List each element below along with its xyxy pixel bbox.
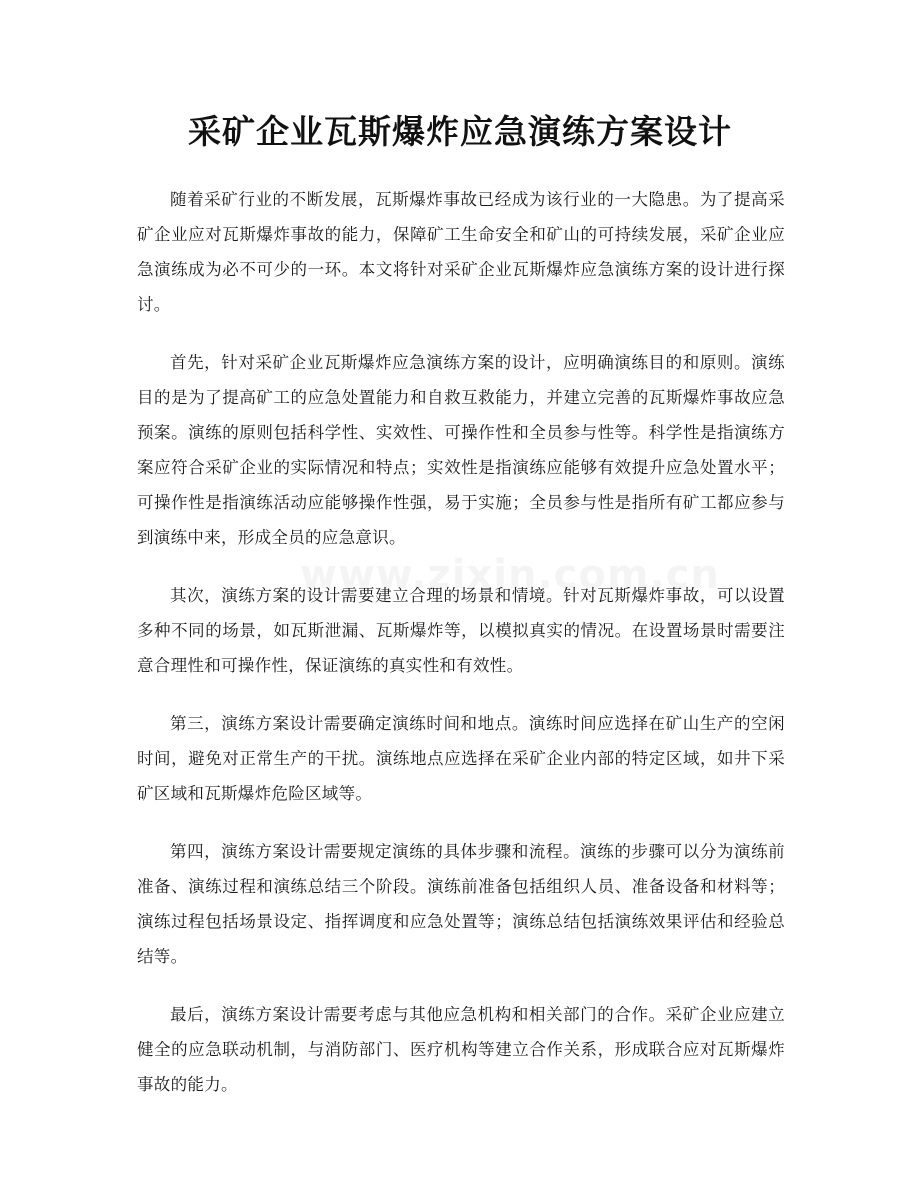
paragraph-intro: 随着采矿行业的不断发展，瓦斯爆炸事故已经成为该行业的一大隐患。为了提高采矿企业应对瓦斯爆炸事故的能力，保障矿工生命安全和矿山的可持续发展，采矿企业应急演练成为必不可少的一环。本文将针对采矿企业瓦斯爆炸应急演练方案的设计进行探讨。	[137, 190, 785, 314]
document-title: 采矿企业瓦斯爆炸应急演练方案设计	[188, 112, 732, 151]
paragraph-steps-process: 第四，演练方案设计需要规定演练的具体步骤和流程。演练的步骤可以分为演练前准备、演练过程和演练总结三个阶段。演练前准备包括组织人员、准备设备和材料等；演练过程包括场景设定、指挥调度和应急处置等；演练总结包括演练效果评估和经验总结等。	[137, 842, 785, 966]
document-body	[137, 182, 785, 1125]
paragraph-purpose-principles: 首先，针对采矿企业瓦斯爆炸应急演练方案的设计，应明确演练目的和原则。演练目的是为了提高矿工的应急处置能力和自救互救能力，并建立完善的瓦斯爆炸事故应急预案。演练的原则包括科学性、实效性、可操作性和全员参与性等。科学性是指演练方案应符合采矿企业的实际情况和特点；实效性是指演练应能够有效提升应急处置水平；可操作性是指演练活动应能够操作性强，易于实施；全员参与性是指所有矿工都应参与到演练中来，形成全员的应急意识。	[137, 353, 785, 547]
paragraph-cooperation: 最后，演练方案设计需要考虑与其他应急机构和相关部门的合作。采矿企业应建立健全的应急联动机制，与消防部门、医疗机构等建立合作关系，形成联合应对瓦斯爆炸事故的能力。	[137, 1005, 785, 1094]
paragraph-time-location: 第三，演练方案设计需要确定演练时间和地点。演练时间应选择在矿山生产的空闲时间，避免对正常生产的干扰。演练地点应选择在采矿企业内部的特定区域，如井下采矿区域和瓦斯爆炸危险区域等。	[137, 714, 785, 803]
paragraph-scenarios: 其次，演练方案的设计需要建立合理的场景和情境。针对瓦斯爆炸事故，可以设置多种不同的场景，如瓦斯泄漏、瓦斯爆炸等，以模拟真实的情况。在设置场景时需要注意合理性和可操作性，保证演练的真实性和有效性。	[137, 586, 785, 675]
